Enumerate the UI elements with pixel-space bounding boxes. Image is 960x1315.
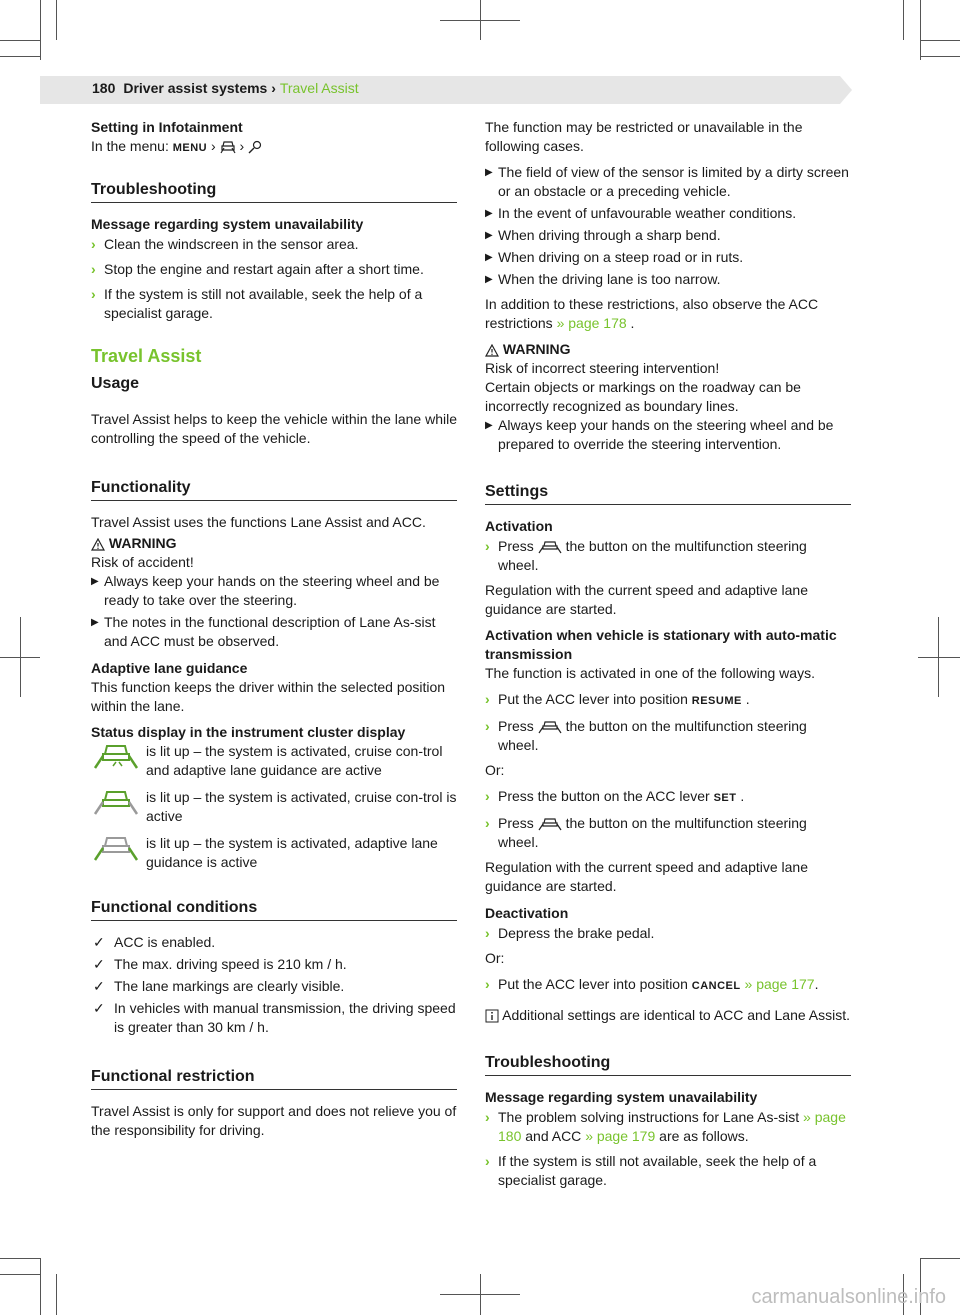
list-item-text: In vehicles with manual transmission, the driving speed is greater than 30 km / h.: [114, 1000, 456, 1035]
list-item: [91, 933, 457, 952]
crop-mark: [920, 1258, 960, 1259]
warning-text: Risk of accident!: [91, 554, 194, 570]
list-item-text: Clean the windscreen in the sensor area.: [104, 236, 359, 252]
checkmark-icon: ✓: [93, 1000, 105, 1016]
acc-note-text: In addition to these restrictions, also observe the ACC restrictions: [485, 296, 819, 331]
chevron-bullet-icon: ›: [485, 1153, 490, 1169]
crop-mark: [480, 1274, 481, 1315]
press-rest: the button on the multifunction steering wheel.: [498, 718, 807, 753]
crop-mark: [920, 0, 921, 60]
conditions-heading: Functional conditions: [91, 898, 457, 921]
chevron-bullet-icon: ›: [485, 718, 490, 734]
acc-lever-text: Put the ACC lever into position: [498, 691, 688, 707]
list-item-text: The field of view of the sensor is limited by a dirty screen or an obstacle or a preceding vehicle.: [498, 164, 849, 199]
set-key: SET: [713, 792, 737, 804]
triangle-bullet-icon: ▶: [485, 208, 493, 219]
warning-header: [485, 340, 851, 359]
warning-text: Certain objects or markings on the roadway can be incorrectly recognized as boundary lines.: [485, 379, 801, 414]
adaptive-text: This function keeps the driver within the selected position within the lane.: [91, 679, 446, 714]
crop-mark: [920, 56, 960, 57]
acc-button-text: Press the button on the ACC lever: [498, 788, 710, 804]
page-link[interactable]: » page 177: [744, 976, 815, 992]
status-title: Status display in the instrument cluster display: [91, 724, 406, 740]
warning-label: WARNING: [502, 341, 571, 357]
warning-triangle-icon: [485, 344, 499, 357]
menu-key: MENU: [172, 142, 208, 154]
crop-mark: [938, 617, 939, 697]
list-item-text: ACC is enabled.: [114, 934, 216, 950]
activation-title: Activation: [485, 518, 553, 534]
triangle-bullet-icon: ▶: [485, 274, 493, 285]
list-item-text: The problem solving instructions for Lane As-sist: [498, 1109, 800, 1125]
press-rest: the button on the multifunction steering wheel.: [498, 538, 807, 573]
crop-mark: [903, 0, 904, 40]
list-item: [485, 416, 851, 454]
message-title: Message regarding system unavailability: [91, 216, 364, 232]
or-text: Or:: [485, 950, 505, 966]
troubleshooting-heading: Troubleshooting: [91, 180, 457, 203]
chevron-bullet-icon: ›: [485, 976, 490, 992]
list-item-text: and ACC: [525, 1128, 582, 1144]
list-item: [485, 226, 851, 245]
header-subsection: Travel Assist: [279, 80, 359, 96]
warning-box: [485, 340, 851, 454]
header-section: Driver assist systems: [123, 80, 268, 96]
crop-mark: [920, 40, 960, 41]
adaptive-block: [91, 659, 457, 716]
list-item-text: If the system is still not available, seek the help of a specialist garage.: [498, 1153, 817, 1188]
list-item: [91, 285, 457, 323]
cancel-text: Put the ACC lever into position: [498, 976, 688, 992]
travel-assist-icon: [220, 140, 236, 154]
right-column: [485, 118, 851, 1196]
checkmark-icon: ✓: [93, 934, 105, 950]
page-link[interactable]: » page 178: [556, 315, 627, 331]
list-item-text: When the driving lane is too narrow.: [498, 271, 721, 287]
info-icon: [485, 1009, 499, 1023]
chevron-bullet-icon: ›: [485, 815, 490, 831]
stationary-title: Activation when vehicle is stationary with auto-matic transmission: [485, 627, 837, 662]
chevron-bullet-icon: ›: [485, 1109, 490, 1125]
list-item-text: In the event of unfavourable weather conditions.: [498, 205, 797, 221]
list-item: [91, 955, 457, 974]
triangle-bullet-icon: ▶: [485, 420, 493, 431]
list-item-text: The max. driving speed is 210 km / h.: [114, 956, 347, 972]
page-link[interactable]: » page 179: [585, 1128, 656, 1144]
acc-note-end: .: [630, 315, 635, 331]
crop-mark: [480, 0, 481, 40]
chevron-bullet-icon: ›: [91, 286, 96, 302]
press-word: Press: [498, 538, 534, 554]
functionality-heading: Functionality: [91, 478, 457, 501]
crop-mark: [20, 617, 21, 697]
list-item: [485, 270, 851, 289]
warning-triangle-icon: [91, 538, 105, 551]
message-title: Message regarding system unavailability: [485, 1089, 758, 1105]
list-item-text: The notes in the functional description of Lane As-sist and ACC must be observed.: [104, 614, 436, 649]
triangle-bullet-icon: ▶: [485, 252, 493, 263]
list-item: [485, 975, 851, 996]
chevron-bullet-icon: ›: [485, 788, 490, 804]
list-item-text: When driving through a sharp bend.: [498, 227, 721, 243]
list-item: [485, 787, 851, 808]
list-item: [91, 235, 457, 254]
list-item: [485, 1108, 851, 1146]
list-item-text: When driving on a steep road or in ruts.: [498, 249, 744, 265]
usage-text: Travel Assist helps to keep the vehicle within the lane while controlling the speed of the vehicle.: [91, 411, 458, 446]
left-column: [91, 118, 457, 1147]
chevron-bullet-icon: ›: [91, 261, 96, 277]
travel-assist-button-icon: [538, 720, 562, 734]
crop-mark: [0, 1258, 40, 1259]
regulation-text: Regulation with the current speed and adaptive lane guidance are started.: [485, 859, 808, 894]
cancel-key: CANCEL: [691, 980, 741, 992]
lane-guidance-green-icon: [91, 834, 146, 862]
travel-assist-green-icon: [91, 742, 146, 770]
watermark: carmanualsonline.info: [751, 1286, 946, 1308]
list-item: [485, 204, 851, 223]
header-separator: ›: [267, 80, 280, 96]
setting-title: Setting in Infotainment: [91, 119, 243, 135]
status-text: is lit up – the system is activated, cruise con-trol and adaptive lane guidance are active: [146, 743, 443, 778]
press-word: Press: [498, 718, 534, 734]
page-header: [92, 80, 359, 96]
acc-note: [485, 295, 851, 333]
list-item: [485, 248, 851, 267]
list-item-text: The lane markings are clearly visible.: [114, 978, 345, 994]
checkmark-icon: ✓: [93, 978, 105, 994]
triangle-bullet-icon: ▶: [485, 230, 493, 241]
status-text: is lit up – the system is activated, cruise con-trol is active: [146, 789, 457, 824]
triangle-bullet-icon: ▶: [91, 617, 99, 628]
chevron-bullet-icon: ›: [485, 538, 490, 554]
list-item: [485, 537, 851, 575]
crop-mark: [56, 1274, 57, 1315]
warning-header: [91, 534, 457, 553]
list-item: [485, 1152, 851, 1190]
list-item-text: Stop the engine and restart again after a short time.: [104, 261, 424, 277]
press-word: Press: [498, 815, 534, 831]
crop-mark: [0, 40, 40, 41]
chevron-bullet-icon: ›: [485, 691, 490, 707]
list-item-text: Always keep your hands on the steering wheel and be prepared to override the steering intervention.: [498, 417, 834, 452]
page-number: 180: [92, 80, 116, 96]
crop-mark: [0, 56, 40, 57]
list-item: [485, 717, 851, 755]
list-item-text: Depress the brake pedal.: [498, 925, 655, 941]
warning-label: WARNING: [108, 535, 177, 551]
press-rest: the button on the multifunction steering wheel.: [498, 815, 807, 850]
info-note: [485, 1006, 851, 1025]
info-text: Additional settings are identical to ACC and Lane Assist.: [502, 1007, 850, 1023]
list-item: [485, 814, 851, 852]
period: .: [814, 976, 819, 992]
travel-assist-button-icon: [538, 540, 562, 554]
setting-block: [91, 118, 457, 158]
period: .: [745, 691, 750, 707]
list-item: [485, 690, 851, 711]
triangle-bullet-icon: ▶: [91, 576, 99, 587]
usage-heading: Usage: [91, 375, 140, 392]
crop-mark: [40, 1258, 41, 1315]
troubleshooting-heading: Troubleshooting: [485, 1053, 851, 1076]
restriction-text: Travel Assist is only for support and does not relieve you of the responsibility for driving.: [91, 1103, 457, 1138]
settings-heading: Settings: [485, 482, 851, 505]
status-row: [91, 834, 457, 872]
list-item-text: If the system is still not available, seek the help of a specialist garage.: [104, 286, 423, 321]
chevron-bullet-icon: ›: [91, 236, 96, 252]
menu-path-prefix: In the menu:: [91, 138, 169, 154]
crop-mark: [918, 657, 960, 658]
stationary-text: The function is activated in one of the following ways.: [485, 665, 815, 681]
or-text: Or:: [485, 762, 505, 778]
page-link[interactable]: » page 180: [498, 1109, 846, 1144]
functionality-text: Travel Assist uses the functions Lane Assist and ACC.: [91, 514, 426, 530]
status-row: [91, 742, 457, 780]
crop-mark: [40, 0, 41, 60]
warning-box: [91, 534, 457, 651]
list-item: [91, 977, 457, 996]
cruise-control-green-icon: [91, 788, 146, 816]
checkmark-icon: ✓: [93, 956, 105, 972]
list-item: [91, 613, 457, 651]
list-item-text: Always keep your hands on the steering wheel and be ready to take over the steering.: [104, 573, 440, 608]
deactivation-title: Deactivation: [485, 905, 569, 921]
list-item: [485, 924, 851, 943]
travel-assist-button-icon: [538, 817, 562, 831]
restriction-intro: The function may be restricted or unavailable in the following cases.: [485, 119, 803, 154]
chevron-right-icon: ›: [211, 138, 216, 154]
list-item-text: are as follows.: [659, 1128, 749, 1144]
status-text: is lit up – the system is activated, adaptive lane guidance is active: [146, 835, 438, 870]
stationary-block: [485, 626, 851, 683]
gear-car-icon: [248, 140, 262, 154]
period: .: [740, 788, 745, 804]
chevron-right-icon: ›: [239, 138, 245, 154]
triangle-bullet-icon: ▶: [485, 167, 493, 178]
travel-assist-heading: Travel Assist: [91, 346, 202, 366]
regulation-text: Regulation with the current speed and adaptive lane guidance are started.: [485, 582, 808, 617]
list-item: [91, 572, 457, 610]
status-row: [91, 788, 457, 826]
chevron-bullet-icon: ›: [485, 925, 490, 941]
warning-text: Risk of incorrect steering intervention!: [485, 360, 720, 376]
list-item: [485, 163, 851, 201]
resume-key: RESUME: [691, 695, 742, 707]
crop-mark: [56, 0, 57, 40]
list-item: [91, 260, 457, 279]
crop-mark: [0, 1274, 40, 1275]
restriction-heading: Functional restriction: [91, 1067, 457, 1090]
list-item: [91, 999, 457, 1037]
adaptive-title: Adaptive lane guidance: [91, 660, 248, 676]
